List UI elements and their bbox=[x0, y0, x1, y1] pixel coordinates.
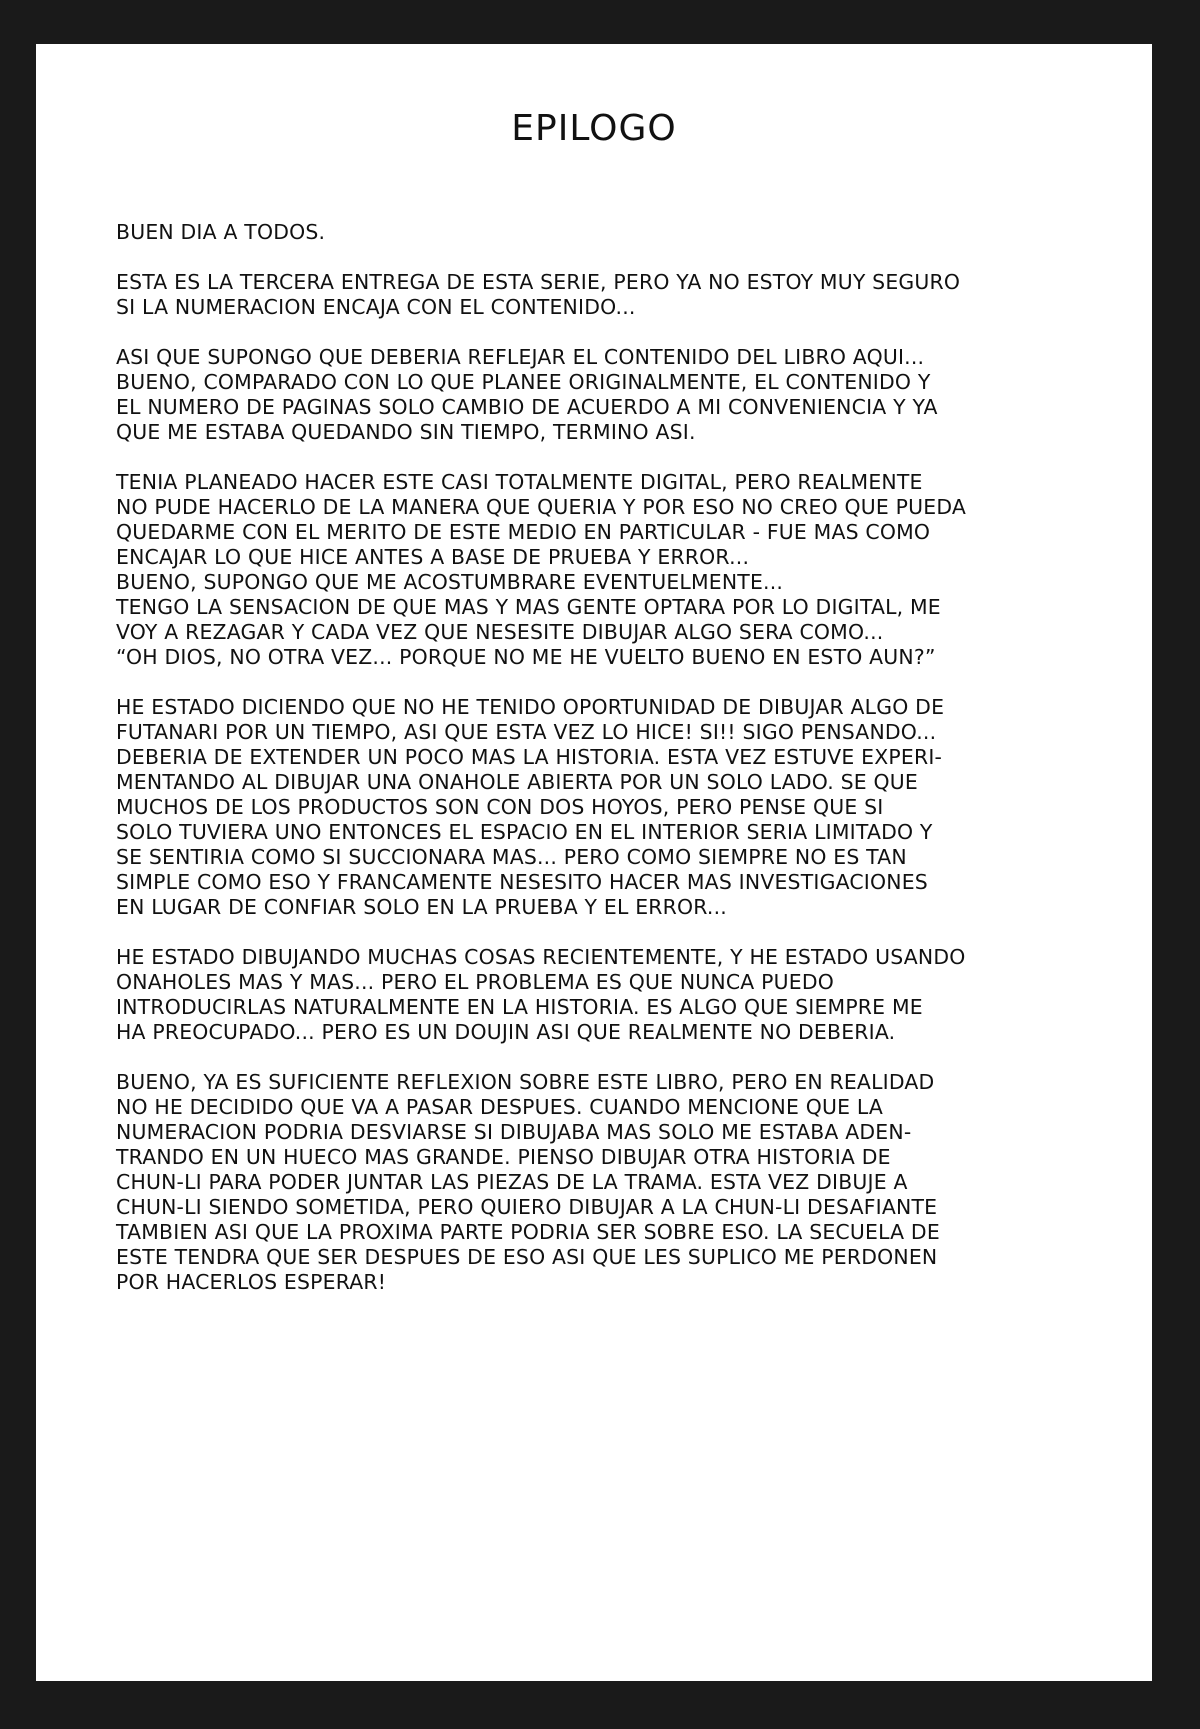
text-line: QUEDARME CON EL MERITO DE ESTE MEDIO EN PARTICULAR - FUE MAS COMO bbox=[116, 520, 931, 544]
text-line: INTRODUCIRLAS NATURALMENTE EN LA HISTORIA. ES ALGO QUE SIEMPRE ME bbox=[116, 995, 923, 1019]
text-line: SE SENTIRIA COMO SI SUCCIONARA MAS... PERO COMO SIEMPRE NO ES TAN bbox=[116, 845, 907, 869]
paragraph-5 bbox=[116, 695, 1116, 920]
paragraph-2 bbox=[116, 270, 1116, 320]
text-line: MENTANDO AL DIBUJAR UNA ONAHOLE ABIERTA POR UN SOLO LADO. SE QUE bbox=[116, 770, 918, 794]
text-line: HE ESTADO DIBUJANDO MUCHAS COSAS RECIENTEMENTE, Y HE ESTADO USANDO bbox=[116, 945, 966, 969]
epilogue-body bbox=[116, 220, 1116, 1320]
text-line: QUE ME ESTABA QUEDANDO SIN TIEMPO, TERMINO ASI. bbox=[116, 420, 696, 444]
text-line: HE ESTADO DICIENDO QUE NO HE TENIDO OPORTUNIDAD DE DIBUJAR ALGO DE bbox=[116, 695, 945, 719]
text-line: BUEN DIA A TODOS. bbox=[116, 220, 326, 244]
paragraph-7 bbox=[116, 1070, 1116, 1295]
text-line: TENIA PLANEADO HACER ESTE CASI TOTALMENTE DIGITAL, PERO REALMENTE bbox=[116, 470, 923, 494]
text-line: EN LUGAR DE CONFIAR SOLO EN LA PRUEBA Y EL ERROR... bbox=[116, 895, 727, 919]
text-line: NO PUDE HACERLO DE LA MANERA QUE QUERIA Y POR ESO NO CREO QUE PUEDA bbox=[116, 495, 967, 519]
text-line: HA PREOCUPADO... PERO ES UN DOUJIN ASI QUE REALMENTE NO DEBERIA. bbox=[116, 1020, 896, 1044]
text-line: POR HACERLOS ESPERAR! bbox=[116, 1270, 387, 1294]
text-line: ESTE TENDRA QUE SER DESPUES DE ESO ASI QUE LES SUPLICO ME PERDONEN bbox=[116, 1245, 938, 1269]
text-line: ENCAJAR LO QUE HICE ANTES A BASE DE PRUEBA Y ERROR... bbox=[116, 545, 750, 569]
text-line: TENGO LA SENSACION DE QUE MAS Y MAS GENTE OPTARA POR LO DIGITAL, ME bbox=[116, 595, 941, 619]
text-line: “OH DIOS, NO OTRA VEZ... PORQUE NO ME HE VUELTO BUENO EN ESTO AUN?” bbox=[116, 645, 936, 669]
text-line: FUTANARI POR UN TIEMPO, ASI QUE ESTA VEZ LO HICE! SI!! SIGO PENSANDO... bbox=[116, 720, 937, 744]
paragraph-1 bbox=[116, 220, 1116, 245]
text-line: EL NUMERO DE PAGINAS SOLO CAMBIO DE ACUERDO A MI CONVENIENCIA Y YA bbox=[116, 395, 938, 419]
text-line: CHUN-LI SIENDO SOMETIDA, PERO QUIERO DIBUJAR A LA CHUN-LI DESAFIANTE bbox=[116, 1195, 938, 1219]
text-line: ONAHOLES MAS Y MAS... PERO EL PROBLEMA ES QUE NUNCA PUEDO bbox=[116, 970, 834, 994]
text-line: DEBERIA DE EXTENDER UN POCO MAS LA HISTORIA. ESTA VEZ ESTUVE EXPERI- bbox=[116, 745, 943, 769]
text-line: BUENO, COMPARADO CON LO QUE PLANEE ORIGINALMENTE, EL CONTENIDO Y bbox=[116, 370, 931, 394]
text-line: BUENO, SUPONGO QUE ME ACOSTUMBRARE EVENTUELMENTE... bbox=[116, 570, 784, 594]
text-line: TAMBIEN ASI QUE LA PROXIMA PARTE PODRIA SER SOBRE ESO. LA SECUELA DE bbox=[116, 1220, 940, 1244]
text-line: VOY A REZAGAR Y CADA VEZ QUE NESESITE DIBUJAR ALGO SERA COMO... bbox=[116, 620, 884, 644]
text-line: MUCHOS DE LOS PRODUCTOS SON CON DOS HOYOS, PERO PENSE QUE SI bbox=[116, 795, 884, 819]
text-line: TRANDO EN UN HUECO MAS GRANDE. PIENSO DIBUJAR OTRA HISTORIA DE bbox=[116, 1145, 891, 1169]
paragraph-3 bbox=[116, 345, 1116, 445]
text-line: ASI QUE SUPONGO QUE DEBERIA REFLEJAR EL CONTENIDO DEL LIBRO AQUI... bbox=[116, 345, 925, 369]
text-line: ESTA ES LA TERCERA ENTREGA DE ESTA SERIE, PERO YA NO ESTOY MUY SEGURO bbox=[116, 270, 961, 294]
text-line: SIMPLE COMO ESO Y FRANCAMENTE NESESITO HACER MAS INVESTIGACIONES bbox=[116, 870, 928, 894]
document-page bbox=[36, 44, 1152, 1681]
text-line: CHUN-LI PARA PODER JUNTAR LAS PIEZAS DE LA TRAMA. ESTA VEZ DIBUJE A bbox=[116, 1170, 908, 1194]
text-line: SI LA NUMERACION ENCAJA CON EL CONTENIDO... bbox=[116, 295, 636, 319]
paragraph-4 bbox=[116, 470, 1116, 670]
text-line: SOLO TUVIERA UNO ENTONCES EL ESPACIO EN EL INTERIOR SERIA LIMITADO Y bbox=[116, 820, 933, 844]
text-line: NUMERACION PODRIA DESVIARSE SI DIBUJABA MAS SOLO ME ESTABA ADEN- bbox=[116, 1120, 912, 1144]
text-line: BUENO, YA ES SUFICIENTE REFLEXION SOBRE ESTE LIBRO, PERO EN REALIDAD bbox=[116, 1070, 935, 1094]
text-line: NO HE DECIDIDO QUE VA A PASAR DESPUES. CUANDO MENCIONE QUE LA bbox=[116, 1095, 884, 1119]
page-title: EPILOGO bbox=[511, 108, 677, 149]
paragraph-6 bbox=[116, 945, 1116, 1045]
